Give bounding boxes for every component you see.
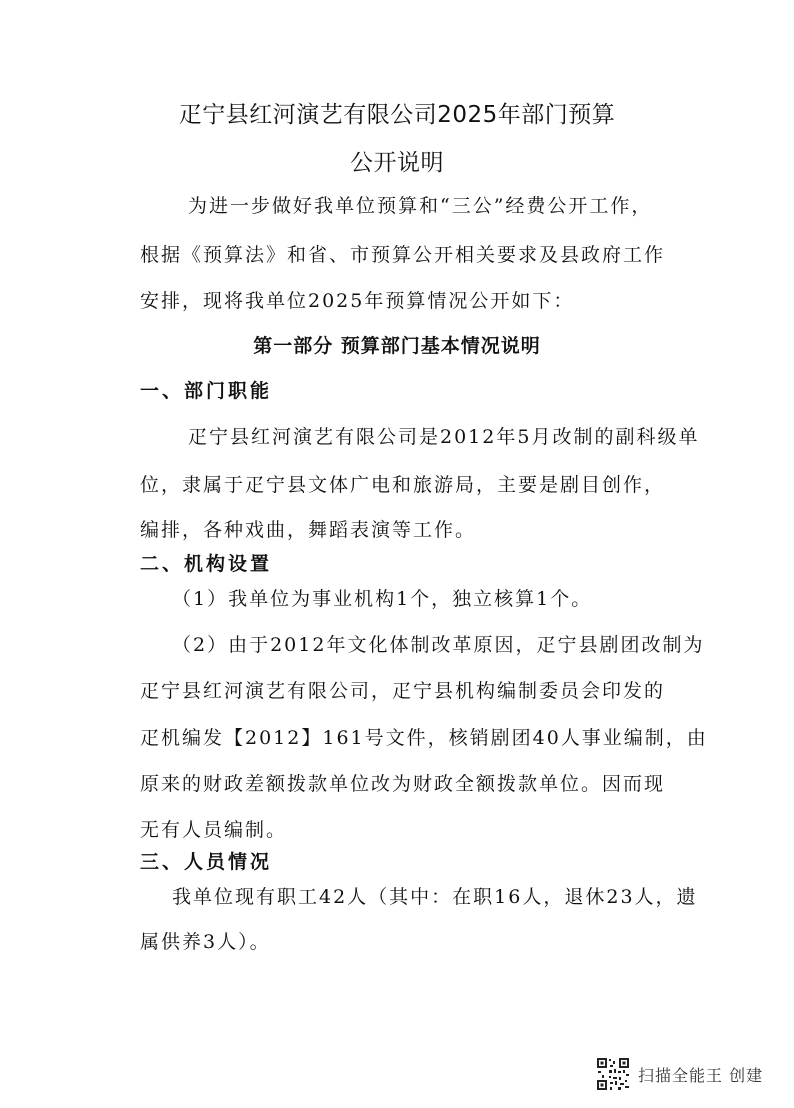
intro-line-2: 根据《预算法》和省、市预算公开相关要求及县政府工作 — [140, 244, 666, 266]
section2-line-5: 原来的财政差额拨款单位改为财政全额拨款单位。因而现 — [140, 773, 666, 795]
section3-line-2: 属供养3人）。 — [140, 931, 271, 953]
section2-line-3: 疋宁县红河演艺有限公司，疋宁县机构编制委员会印发的 — [140, 680, 666, 702]
document-title-line1: 疋宁县红河演艺有限公司2025年部门预算 — [178, 102, 616, 128]
section2-line-2: （2）由于2012年文化体制改革原因，疋宁县剧团改制为 — [172, 634, 705, 656]
scanner-watermark — [596, 1054, 763, 1094]
section2-heading: 二、机构设置 — [140, 553, 273, 575]
watermark-text: 扫描全能王 创建 — [638, 1065, 764, 1085]
section2-line-1: （1）我单位为事业机构1个，独立核算1个。 — [172, 588, 593, 610]
section2-line-4: 疋机编发【2012】161号文件，核销剧团40人事业编制，由 — [140, 727, 708, 749]
section1-line-1: 疋宁县红河演艺有限公司是2012年5月改制的副科级单 — [188, 426, 700, 448]
section1-line-2: 位，隶属于疋宁县文体广电和旅游局，主要是剧目创作， — [140, 474, 666, 496]
intro-line-3: 安排，现将我单位2025年预算情况公开如下： — [140, 290, 575, 312]
document-title-line2: 公开说明 — [350, 150, 444, 176]
part1-heading: 第一部分 预算部门基本情况说明 — [253, 335, 541, 357]
qr-code-icon — [596, 1057, 630, 1091]
intro-line-1: 为进一步做好我单位预算和“三公”经费公开工作， — [188, 195, 653, 217]
section3-heading: 三、人员情况 — [140, 851, 273, 873]
section1-heading: 一、部门职能 — [140, 380, 273, 402]
section3-line-1: 我单位现有职工42人（其中：在职16人，退休23人，遗 — [172, 886, 698, 908]
section2-line-6: 无有人员编制。 — [140, 819, 288, 841]
section1-line-3: 编排，各种戏曲，舞蹈表演等工作。 — [140, 519, 477, 541]
